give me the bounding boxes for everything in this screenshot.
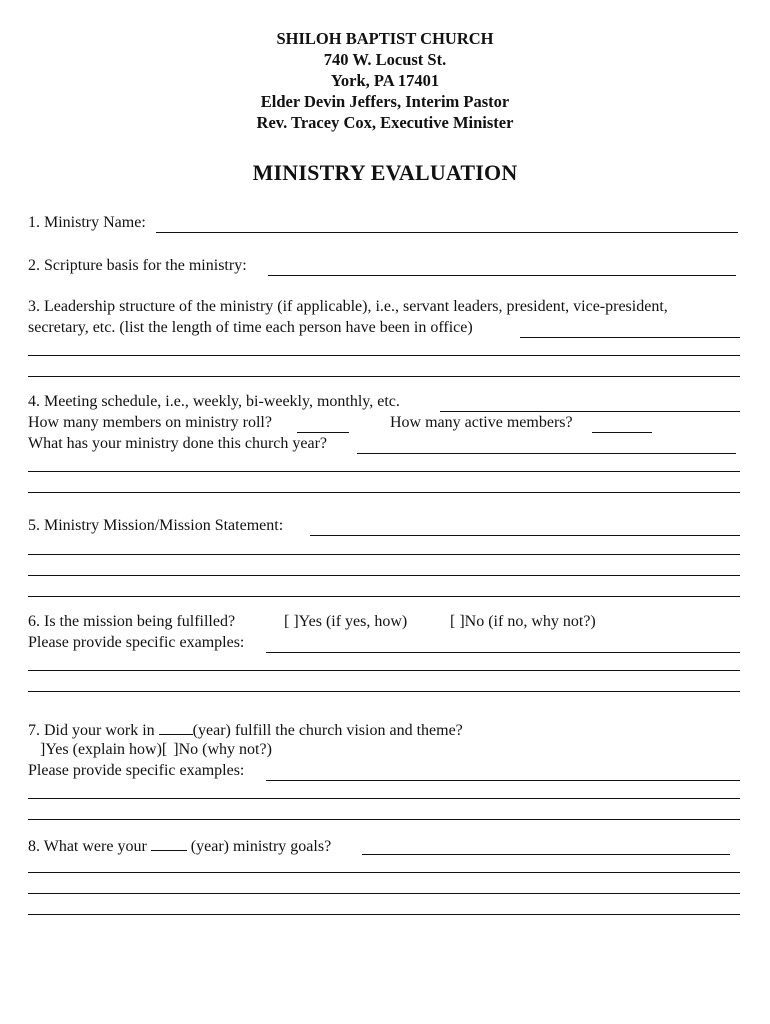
mission-line-3[interactable] — [28, 575, 740, 576]
church-name: SHILOH BAPTIST CHURCH — [276, 29, 494, 48]
q7-examples-field[interactable] — [266, 761, 740, 781]
q6-examples-label: Please provide specific examples: — [28, 634, 245, 651]
members-roll-field[interactable] — [297, 413, 349, 433]
q3-line1: 3. Leadership structure of the ministry (if applicable), i.e., servant leaders, president, vice-president, — [28, 298, 668, 315]
leadership-line-2[interactable] — [28, 355, 740, 356]
q4-done-label: What has your ministry done this church year? — [28, 435, 328, 452]
q4-members-roll-label: How many members on ministry roll? — [28, 414, 272, 431]
church-city: York, PA 17401 — [330, 71, 440, 90]
q1-label: 1. Ministry Name: — [28, 214, 146, 231]
q4-schedule-label: 4. Meeting schedule, i.e., weekly, bi-weekly, monthly, etc. — [28, 393, 400, 410]
leadership-line-3[interactable] — [28, 376, 740, 377]
q6-no-checkbox[interactable]: [ ]No (if no, why not?) — [450, 613, 596, 630]
goals-line-4[interactable] — [28, 914, 740, 915]
q7-examples-line-2[interactable] — [28, 798, 740, 799]
ministry-goals-field[interactable] — [362, 835, 730, 855]
q8-year-blank[interactable] — [151, 835, 187, 851]
church-minister: Rev. Tracey Cox, Executive Minister — [256, 113, 514, 132]
church-pastor: Elder Devin Jeffers, Interim Pastor — [260, 92, 510, 111]
q2-label: 2. Scripture basis for the ministry: — [28, 257, 247, 274]
q6-examples-line-3[interactable] — [28, 691, 740, 692]
mission-line-2[interactable] — [28, 554, 740, 555]
mission-statement-field[interactable] — [310, 516, 740, 536]
q7-question-suffix: (year) fulfill the church vision and theme? — [192, 722, 463, 739]
q5-label: 5. Ministry Mission/Mission Statement: — [28, 517, 284, 534]
q7-examples-label: Please provide specific examples: — [28, 762, 245, 779]
active-members-field[interactable] — [592, 413, 652, 433]
done-this-year-line-2[interactable] — [28, 471, 740, 472]
done-this-year-line-3[interactable] — [28, 492, 740, 493]
form-title: MINISTRY EVALUATION — [252, 160, 518, 185]
q7-question-prefix: 7. Did your work in — [28, 722, 159, 739]
q6-examples-field[interactable] — [266, 633, 740, 653]
mission-line-4[interactable] — [28, 596, 740, 597]
goals-line-3[interactable] — [28, 893, 740, 894]
q7-question — [28, 719, 463, 741]
church-street: 740 W. Locust St. — [323, 50, 447, 69]
scripture-basis-field[interactable] — [268, 256, 736, 276]
q6-yes-checkbox[interactable]: [ ]Yes (if yes, how) — [284, 613, 408, 630]
q4-active-members-label: How many active members? — [390, 414, 573, 431]
q7-no-checkbox[interactable]: ]No (why not?) — [173, 741, 272, 758]
ministry-name-field[interactable] — [156, 213, 738, 233]
q8-suffix: (year) ministry goals? — [186, 838, 332, 855]
q6-question: 6. Is the mission being fulfilled? — [28, 613, 236, 630]
church-header — [0, 28, 770, 133]
q7-year-blank[interactable] — [159, 719, 193, 735]
q7-examples-line-3[interactable] — [28, 819, 740, 820]
q7-yes-checkbox[interactable]: ]Yes (explain how)[ — [40, 741, 168, 758]
q7-options — [40, 740, 272, 760]
q8-question — [28, 835, 331, 857]
q3-line2: secretary, etc. (list the length of time each person have been in office) — [28, 319, 473, 336]
goals-line-2[interactable] — [28, 872, 740, 873]
leadership-field[interactable] — [520, 318, 740, 338]
q6-examples-line-2[interactable] — [28, 670, 740, 671]
done-this-year-field[interactable] — [357, 434, 736, 454]
q8-prefix: 8. What were your — [28, 838, 151, 855]
meeting-schedule-field[interactable] — [440, 392, 740, 412]
